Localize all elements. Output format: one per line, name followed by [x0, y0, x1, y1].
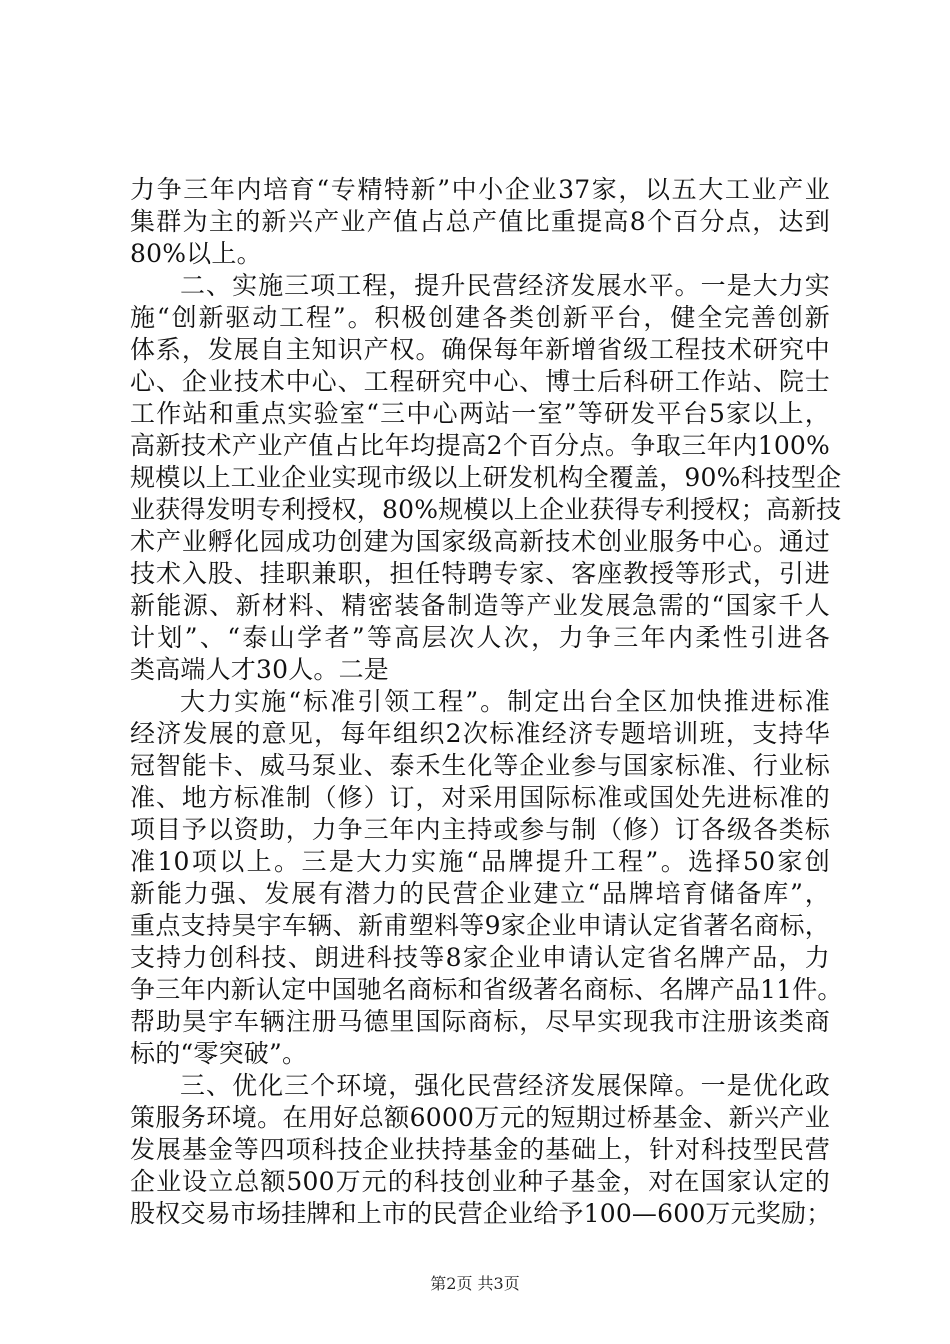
- paragraph-line: 工作站和重点实验室“三中心两站一室”等研发平台5家以上，: [130, 399, 830, 428]
- paragraph-line: 集群为主的新兴产业产值占总产值比重提高8个百分点，达到: [130, 207, 830, 236]
- paragraph-line: 心、企业技术中心、工程研究中心、博士后科研工作站、院士: [130, 367, 830, 396]
- paragraph: [130, 174, 830, 270]
- paragraph-line: 高新技术产业产值占比年均提高2个百分点。争取三年内100%: [130, 431, 830, 460]
- paragraph-line: 发展基金等四项科技企业扶持基金的基础上，针对科技型民营: [130, 1135, 830, 1164]
- paragraph-line: 帮助昊宇车辆注册马德里国际商标，尽早实现我市注册该类商: [130, 1007, 830, 1036]
- paragraph: [130, 270, 842, 686]
- paragraph-line: 重点支持昊宇车辆、新甫塑料等9家企业申请认定省著名商标，: [130, 911, 830, 940]
- paragraph-line: 施“创新驱动工程”。积极创建各类创新平台，健全完善创新: [130, 303, 830, 332]
- paragraph-line: 企业设立总额500万元的科技创业种子基金，对在国家认定的: [130, 1167, 830, 1196]
- paragraph-line: 经济发展的意见，每年组织2次标准经济专题培训班，支持华: [130, 719, 830, 748]
- paragraph-line: 体系，发展自主知识产权。确保每年新增省级工程技术研究中: [130, 335, 830, 364]
- paragraph-line: 标的“零突破”。: [130, 1039, 308, 1068]
- paragraph-line: 业获得发明专利授权，80%规模以上企业获得专利授权；高新技: [130, 495, 842, 524]
- paragraph-line: 项目予以资助，力争三年内主持或参与制（修）订各级各类标: [130, 815, 830, 844]
- paragraph-line: 冠智能卡、威马泵业、泰禾生化等企业参与国家标准、行业标: [130, 751, 830, 780]
- paragraph-line: 新能源、新材料、精密装备制造等产业发展急需的“国家千人: [130, 591, 830, 620]
- paragraph-line: 准、地方标准制（修）订，对采用国际标准或国处先进标准的: [130, 783, 830, 812]
- paragraph: [130, 1070, 830, 1230]
- paragraph-line: 新能力强、发展有潜力的民营企业建立“品牌培育储备库”，: [130, 879, 830, 908]
- paragraph-line: 支持力创科技、朗进科技等8家企业申请认定省名牌产品，力: [130, 943, 830, 972]
- paragraph-line: 策服务环境。在用好总额6000万元的短期过桥基金、新兴产业: [130, 1103, 830, 1132]
- paragraph-line: 类高端人才30人。二是: [130, 655, 390, 684]
- paragraph-line: 准10项以上。三是大力实施“品牌提升工程”。选择50家创: [130, 847, 830, 876]
- paragraph-line: 技术入股、挂职兼职，担任特聘专家、客座教授等形式，引进: [130, 559, 830, 588]
- paragraph: [130, 686, 843, 1070]
- document-body: [130, 174, 843, 1230]
- paragraph-line: 力争三年内培育“专精特新”中小企业37家，以五大工业产业: [130, 175, 830, 204]
- paragraph-line: 大力实施“标准引领工程”。制定出台全区加快推进标准: [180, 687, 830, 716]
- paragraph-line: 争三年内新认定中国驰名商标和省级著名商标、名牌产品11件。: [130, 975, 843, 1004]
- paragraph-line: 计划”、“泰山学者”等高层次人次，力争三年内柔性引进各: [130, 623, 830, 652]
- paragraph-line: 规模以上工业企业实现市级以上研发机构全覆盖，90%科技型企: [130, 463, 842, 492]
- paragraph-line: 三、优化三个环境，强化民营经济发展保障。一是优化政: [180, 1071, 830, 1100]
- paragraph-line: 二、实施三项工程，提升民营经济发展水平。一是大力实: [180, 271, 830, 300]
- paragraph-line: 术产业孵化园成功创建为国家级高新技术创业服务中心。通过: [130, 527, 830, 556]
- page-number-footer: 第2页 共3页: [430, 1274, 520, 1293]
- paragraph-line: 股权交易市场挂牌和上市的民营企业给予100—600万元奖励；: [130, 1199, 832, 1228]
- paragraph-line: 80%以上。: [130, 239, 262, 268]
